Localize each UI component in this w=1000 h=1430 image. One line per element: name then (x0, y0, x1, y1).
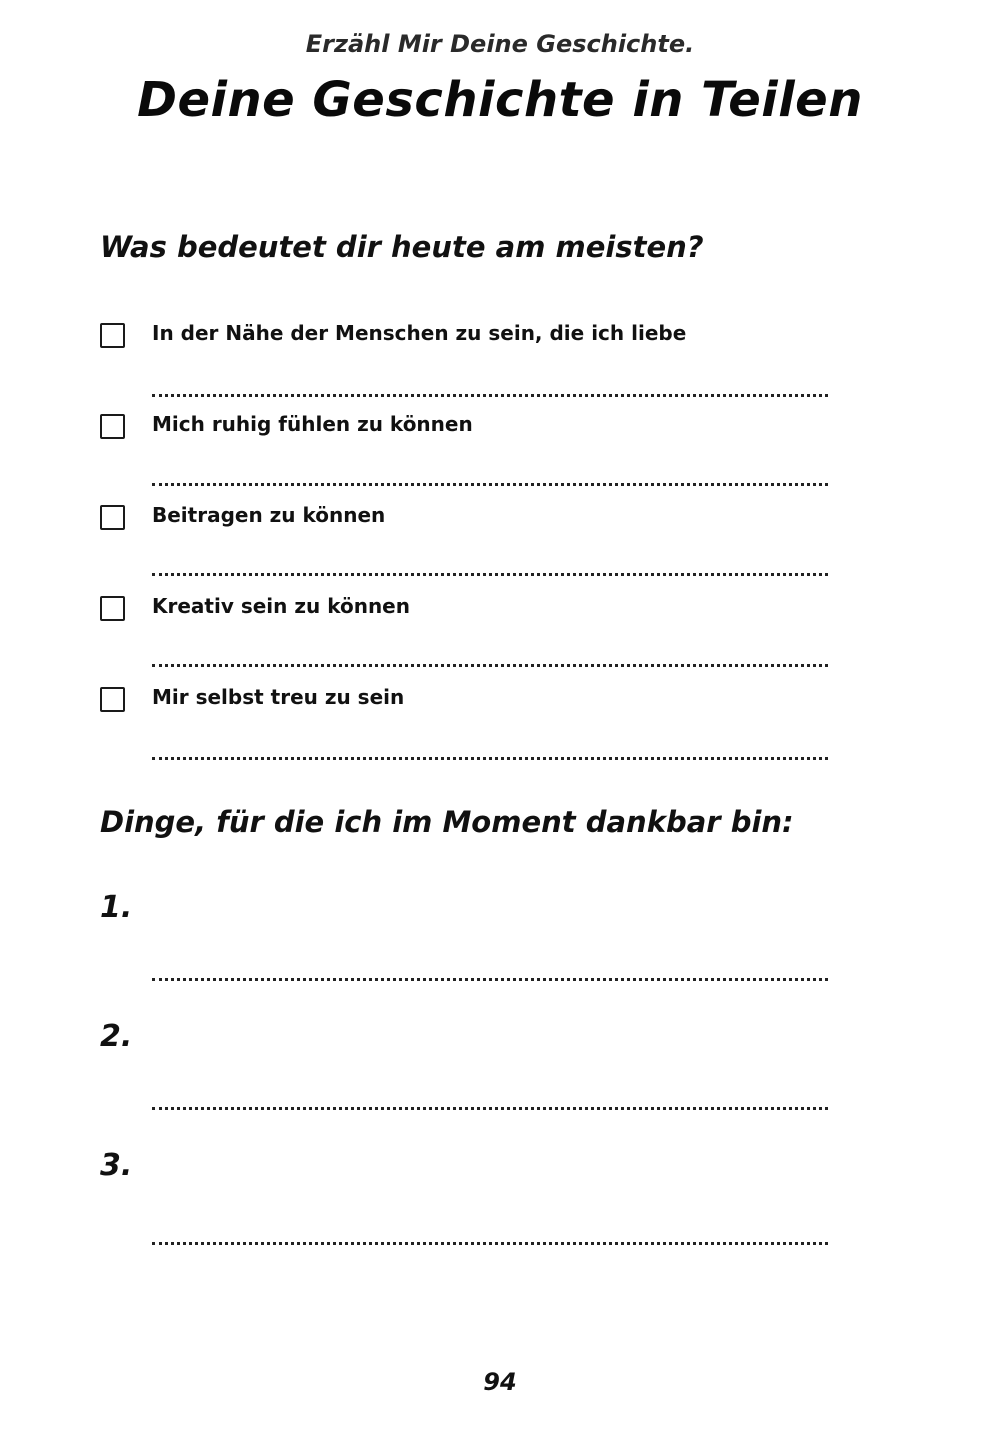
checklist-item-label: Mich ruhig fühlen zu können (152, 412, 473, 436)
checklist-item[interactable] (100, 596, 830, 656)
checklist-item[interactable] (100, 687, 830, 747)
checklist-item[interactable] (100, 323, 830, 383)
writing-line[interactable] (152, 978, 828, 981)
writing-line[interactable] (152, 1107, 828, 1110)
checklist-item-label: In der Nähe der Menschen zu sein, die ich liebe (152, 321, 687, 345)
page-number: 94 (483, 1368, 517, 1396)
checklist-item[interactable] (100, 414, 830, 474)
writing-line[interactable] (152, 483, 828, 486)
writing-line[interactable] (152, 573, 828, 576)
section-heading-priorities: Was bedeutet dir heute am meisten? (100, 230, 704, 264)
writing-line[interactable] (152, 664, 828, 667)
checklist-item-label: Beitragen zu können (152, 503, 386, 527)
section-heading-gratitude: Dinge, für die ich im Moment dankbar bin: (100, 805, 794, 839)
writing-line[interactable] (152, 394, 828, 397)
checkbox[interactable] (100, 414, 125, 439)
checklist-item[interactable] (100, 505, 830, 565)
gratitude-number: 1. (100, 890, 133, 925)
gratitude-number: 3. (100, 1148, 133, 1183)
writing-line[interactable] (152, 1242, 828, 1245)
gratitude-number: 2. (100, 1019, 133, 1054)
page-subtitle: Erzähl Mir Deine Geschichte. (305, 30, 695, 58)
checkbox[interactable] (100, 505, 125, 530)
page-title: Deine Geschichte in Teilen (137, 72, 863, 128)
checkbox[interactable] (100, 323, 125, 348)
checklist-item-label: Kreativ sein zu können (152, 594, 410, 618)
checklist-item-label: Mir selbst treu zu sein (152, 685, 405, 709)
checkbox[interactable] (100, 596, 125, 621)
checkbox[interactable] (100, 687, 125, 712)
writing-line[interactable] (152, 757, 828, 760)
